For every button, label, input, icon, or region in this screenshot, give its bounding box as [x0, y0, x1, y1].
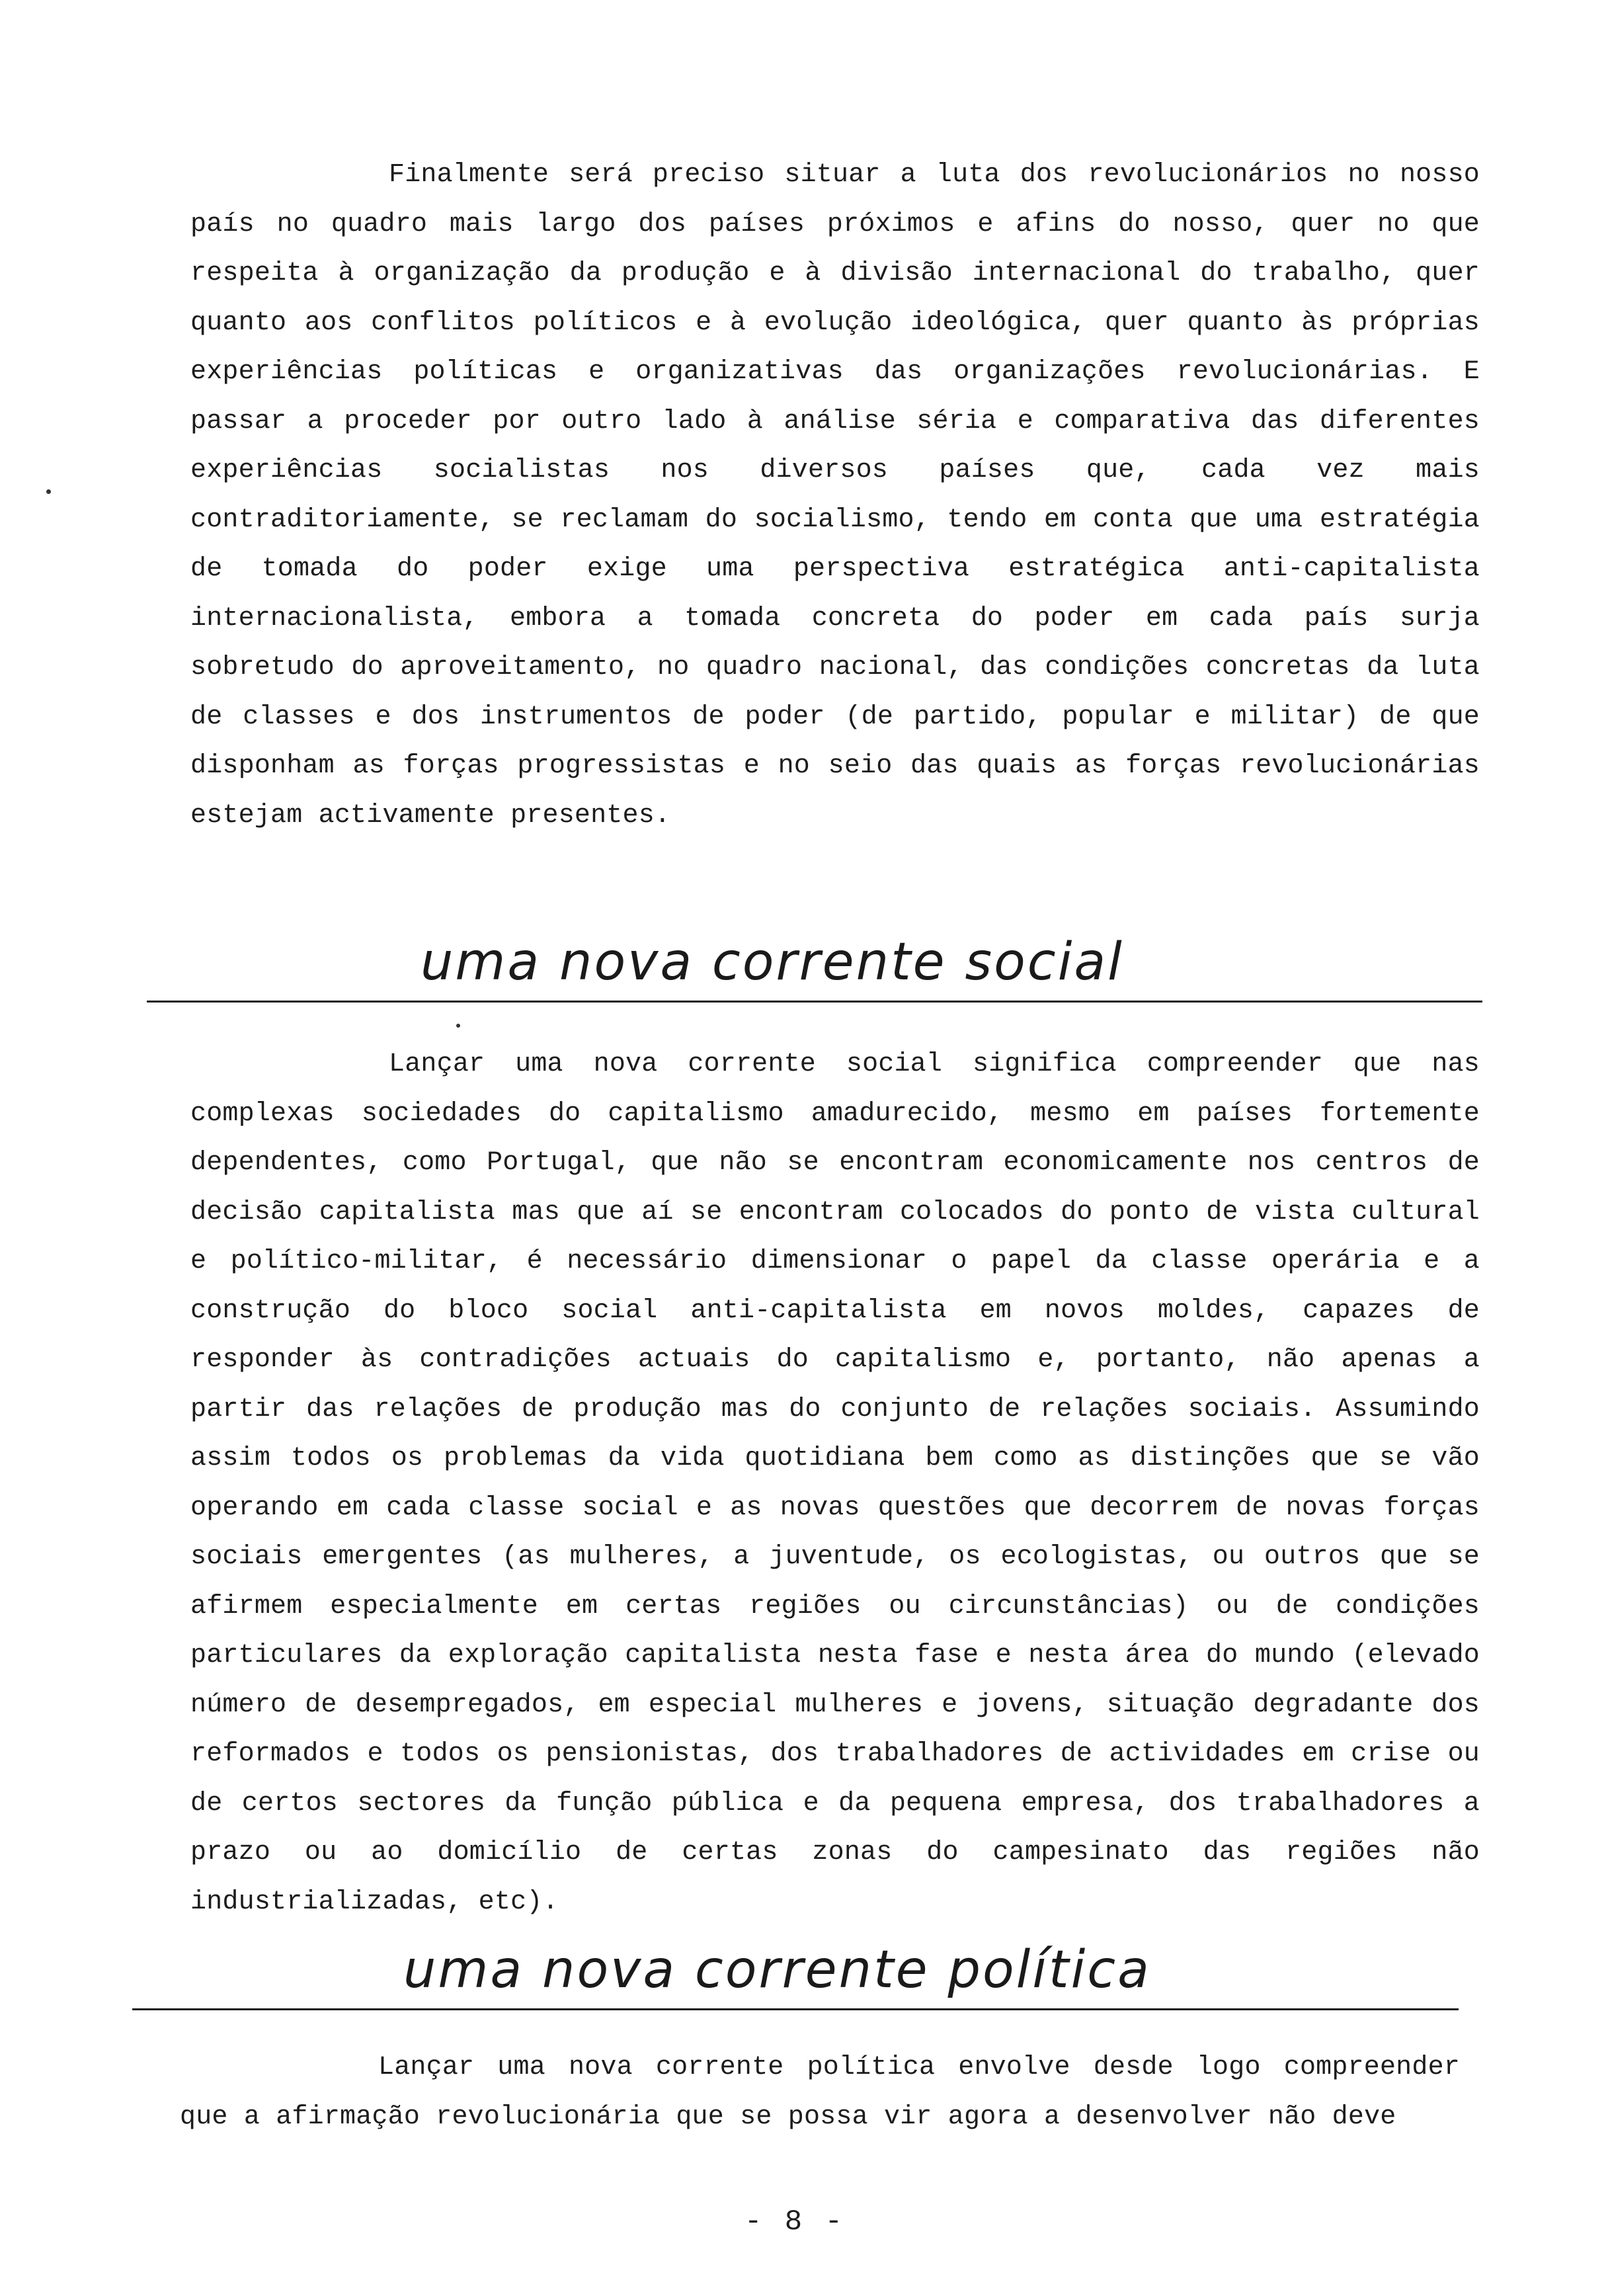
heading-rule — [147, 1001, 1482, 1003]
paragraph-text: Lançar uma nova corrente política envolve desde logo compreender que a afirmação revolucionária que se possa vir agora a desenvolver não deve — [180, 2053, 1460, 2132]
paragraph-text: Lançar uma nova corrente social significa compreender que nas complexas sociedades do capitalismo amadurecido, mesmo em países fortemente dependentes, como Portugal, que não se encontram economicamente nos centros de decisão capitalista mas que aí se encontram colocados do ponto de vista cultural e político-militar, é necessário dimensionar o papel da classe operária e a construção do bloco social anti-capitalista em novos moldes, capazes de responder às contradições actuais do capitalismo e, portanto, não apenas a partir das relações de produção mas do conjunto de relações sociais. Assumindo assim todos os problemas da vida quotidiana bem como as distinções que se vão operando em cada classe social e as novas questões que decorrem de novas forças sociais emergentes (as mulheres, a juventude, os ecologistas, ou outros que se afirmem especialmente em certas regiões ou circunstâncias) ou de condições particulares da exploração capitalista nesta fase e nesta área do mundo (elevado número de desempregados, em especial mulheres e jovens, situação degradante dos reformados e todos os pensionistas, dos trabalhadores de actividades em crise ou de certos sectores da função pública e da pequena empresa, dos trabalhadores a prazo ou ao domicílio de certas zonas do campesinato das regiões não industrializadas, etc). — [190, 1049, 1480, 1917]
scan-mark — [456, 1024, 460, 1028]
paragraph-corrente-politica — [180, 2043, 1460, 2142]
page-number: - 8 - — [744, 2205, 846, 2238]
paragraph-situar-luta — [190, 151, 1480, 840]
heading-rule — [132, 2008, 1459, 2010]
section-heading-corrente-politica: uma nova corrente política — [403, 1940, 1151, 2000]
scan-mark — [46, 489, 51, 494]
paragraph-text: Finalmente será preciso situar a luta dos revolucionários no nosso país no quadro mais largo dos países próximos e afins do nosso, quer no que respeita à organização da produção e à divisão internacional do trabalho, quer quanto aos conflitos políticos e à evolução ideológica, quer quanto às próprias experiências políticas e organizativas das organizações revolucionárias. E passar a proceder por outro lado à análise séria e comparativa das diferentes experiências socialistas nos diversos países que, cada vez mais contraditoriamente, se reclamam do socialismo, tendo em conta que uma estratégia de tomada do poder exige uma perspectiva estratégica anti-capitalista internacionalista, embora a tomada concreta do poder em cada país surja sobretudo do aproveitamento, no quadro nacional, das condições concretas da luta de classes e dos instrumentos de poder (de partido, popular e militar) de que disponham as forças progressistas e no seio das quais as forças revolucionárias estejam activamente presentes. — [190, 160, 1480, 831]
paragraph-corrente-social — [190, 1040, 1480, 1927]
section-heading-corrente-social: uma nova corrente social — [421, 932, 1124, 992]
